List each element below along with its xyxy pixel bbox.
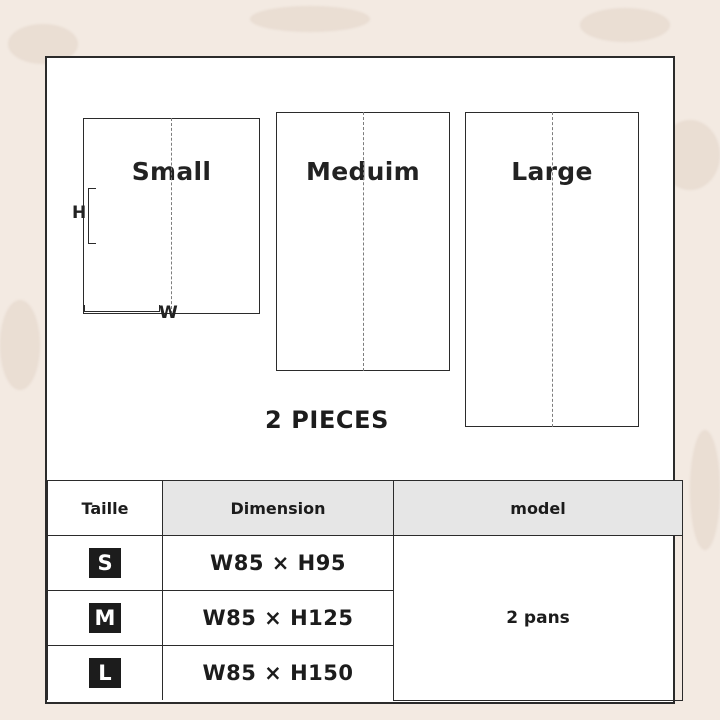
panel-large-label: Large <box>511 157 593 186</box>
panel-medium-label: Meduim <box>306 157 420 186</box>
paper-texture-blotch <box>580 8 670 42</box>
dimension-cell-m: W85 × H125 <box>163 591 394 646</box>
panel-medium-center-dash <box>363 112 364 371</box>
table-header-row <box>48 481 683 536</box>
width-marker-label: W <box>159 303 178 323</box>
size-badge-l: L <box>89 658 121 688</box>
dimension-cell-l: W85 × H150 <box>163 646 394 701</box>
paper-texture-blotch <box>250 6 370 32</box>
size-guide-card <box>45 56 675 704</box>
size-cell-m <box>48 591 163 646</box>
header-dimension: Dimension <box>163 481 394 536</box>
size-table-body <box>48 536 683 701</box>
size-table-head <box>48 481 683 536</box>
dimension-cell-s: W85 × H95 <box>163 536 394 591</box>
paper-texture-blotch <box>690 430 720 550</box>
header-taille: Taille <box>48 481 163 536</box>
size-cell-l <box>48 646 163 701</box>
size-table-wrapper <box>47 480 673 702</box>
size-table <box>47 480 683 701</box>
table-row <box>48 536 683 591</box>
model-cell: 2 pans <box>394 536 683 701</box>
width-bracket <box>84 305 160 312</box>
curtain-size-diagram <box>47 58 673 482</box>
panel-large-center-dash <box>552 112 553 427</box>
size-cell-s <box>48 536 163 591</box>
size-badge-m: M <box>89 603 121 633</box>
header-model: model <box>394 481 683 536</box>
pieces-caption: 2 PIECES <box>264 406 390 434</box>
height-bracket <box>88 188 96 244</box>
panel-small-label: Small <box>131 157 212 186</box>
paper-texture-blotch <box>0 300 40 390</box>
panel-small-center-dash <box>171 118 172 314</box>
height-marker-label: H <box>72 203 87 223</box>
size-badge-s: S <box>89 548 121 578</box>
